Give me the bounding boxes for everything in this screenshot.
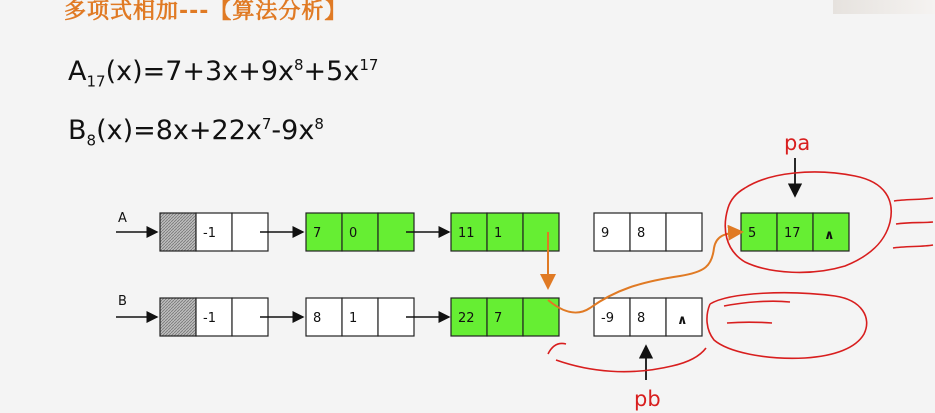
list-a-node-2-next-cell [523,213,559,251]
formula-b-name: B [68,115,87,146]
formula-a-sub: 17 [86,72,106,91]
list-a-node-4 [741,213,849,251]
formula-a-name: A [68,56,87,87]
list-b-node-3 [594,298,702,336]
list-a-node-2-coef: 11 [458,226,475,241]
list-a-node-1 [306,213,414,251]
list-b-node-2 [451,298,559,336]
formula-a-sup-2: 17 [359,56,379,74]
formula-a-part-2: +5x [303,56,360,87]
red-underline-pb [556,348,706,372]
list-a-node-3-next-cell [666,213,702,251]
slide-title: 多项式相加---【算法分析】 [64,0,348,24]
list-a-node-3-exp-cell [630,213,666,251]
pa-label: pa [784,131,811,155]
list-b-node-2-exp: 7 [494,311,503,326]
list-b-node-1-exp-cell [342,298,378,336]
list-b-node-0-exp: -1 [203,311,216,326]
list-a-node-2-exp-cell [487,213,523,251]
formula-a-part-1: (x)=7+3x+9x [105,56,294,87]
list-b-node-3-next: ∧ [677,313,688,328]
list-a-node-4-next: ∧ [824,228,835,243]
list-a-node-1-exp: 0 [349,226,358,241]
list-a-node-3-coef-cell [594,213,630,251]
list-a-node-4-exp: 17 [784,226,801,241]
list-a-node-1-coef: 7 [313,226,322,241]
list-a-label: A [118,211,127,226]
list-a-node-2 [451,213,559,251]
list-b-node-1-coef: 8 [313,311,322,326]
formula-b-part-2: -9x [271,115,315,146]
red-dash-4 [727,322,772,323]
list-b-node-0-coef-cell [160,298,196,336]
list-a-node-4-coef-cell [741,213,777,251]
list-b-node-3-exp-cell [630,298,666,336]
list-b-node-2-coef: 22 [458,311,475,326]
red-circle-b [707,293,867,359]
list-a-node-1-coef-cell [306,213,342,251]
formula-b-sup-2: 8 [314,115,324,133]
list-a-node-4-coef: 5 [748,226,757,241]
list-b-node-0 [160,298,268,336]
pb-label: pb [634,387,661,411]
red-tick-pb [548,343,566,354]
list-b-node-2-exp-cell [487,298,523,336]
red-dash-3 [893,245,933,248]
list-a-node-3-coef: 9 [601,226,610,241]
list-a-node-3-exp: 8 [637,226,646,241]
list-a-node-0 [160,213,268,251]
list-a-node-0-exp: -1 [203,226,216,241]
list-a-node-3 [594,213,702,251]
formula-b-part-1: (x)=8x+22x [96,115,262,146]
list-a-node-0-coef-cell [160,213,196,251]
formula-b-sup-1: 7 [261,115,272,133]
list-b-node-3-exp: 8 [637,311,646,326]
formula-b-sub: 8 [86,131,97,150]
list-a-node-1-exp-cell [342,213,378,251]
red-scribble-1 [724,301,790,306]
list-a-node-2-exp: 1 [494,226,503,241]
red-dash-2 [896,222,933,224]
list-b-node-1 [306,298,414,336]
list-b-label: B [118,294,127,309]
list-b-node-1-exp: 1 [349,311,358,326]
red-annotations [548,172,933,372]
list-b-node-3-coef: -9 [601,311,614,326]
formula-a-sup-1: 8 [294,56,304,74]
red-dash-1 [894,198,933,201]
list-b-node-1-coef-cell [306,298,342,336]
